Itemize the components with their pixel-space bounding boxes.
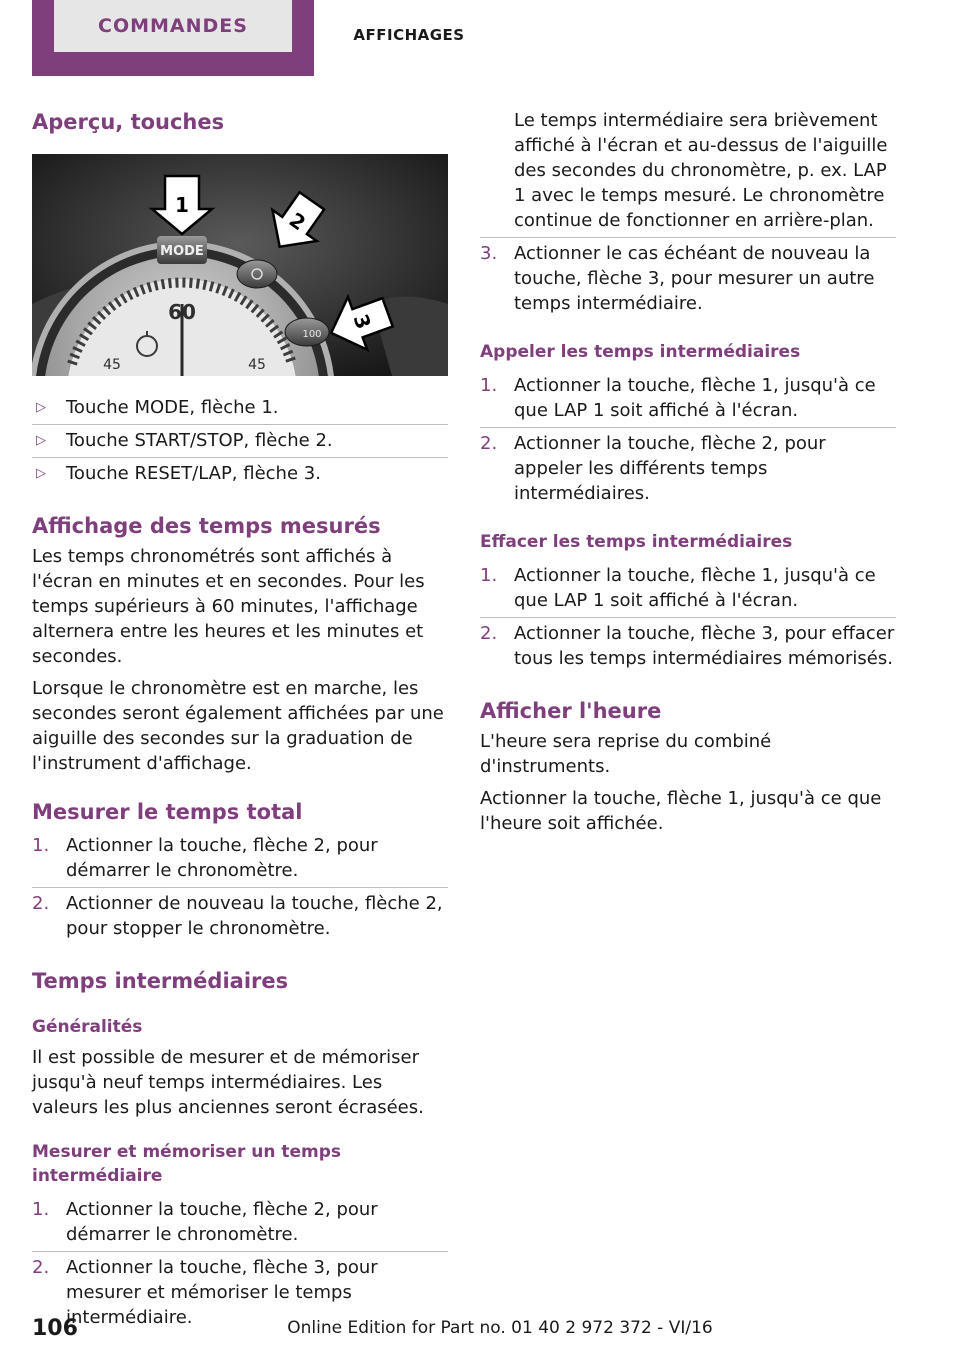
right-column [480,108,896,843]
call-subheading: Appeler les temps intermédiaires [480,342,801,362]
step-number: 2. [32,893,50,914]
call-steps [480,370,896,510]
list-item [32,830,448,888]
step-number: 3. [480,243,498,264]
step-text: Actionner la touche, flèche 1, jusqu'à ce que LAP 1 soit affiché à l'écran. [514,375,876,421]
list-item-text: Touche START/STOP, flèche 2. [66,430,333,451]
stopwatch-figure [32,154,448,376]
step-text: Actionner la touche, flèche 3, pour mesurer et mémoriser le temps intermédiaire. [66,1257,378,1328]
step-text: Actionner la touche, flèche 3, pour effacer tous les temps intermédiaires mémorisés. [514,623,895,669]
display-heading: Affichage des temps mesurés [32,514,381,538]
dial-45-left-label: 45 [103,357,121,373]
general-subheading: Généralités [32,1017,143,1037]
step-text: Actionner la touche, flèche 2, pour démarrer le chronomètre. [66,1199,378,1245]
step-number: 1. [480,375,498,396]
list-item [480,238,896,320]
erase-subheading: Effacer les temps intermédiaires [480,532,793,552]
step-text: Actionner la touche, flèche 2, pour appeler les différents temps intermédiaires. [514,433,826,504]
tab-commandes-label: COMMANDES [54,0,292,52]
mode-button-label: MODE [160,244,204,259]
overview-heading: Aperçu, touches [32,110,225,134]
lap-knob-label: 100 [302,329,322,340]
edition-footer: Online Edition for Part no. 01 40 2 972 372 - VI/16 [287,1318,713,1338]
button-list [32,392,448,490]
dial-45-right-label: 45 [248,357,266,373]
list-item [480,370,896,428]
list-item-text: Touche MODE, flèche 1. [66,397,279,418]
tab-commandes[interactable] [32,0,314,76]
list-item [480,428,896,510]
display-paragraph-2: Lorsque le chronomètre est en marche, les secondes seront également affichées par une aiguille des secondes sur la graduation de l'instrument d'affichage. [32,678,444,774]
list-item [480,560,896,618]
triangle-bullet-icon: ▷ [36,466,46,481]
list-item [32,1194,448,1252]
display-paragraph-1: Les temps chronométrés sont affichés à l'écran en minutes et en secondes. Pour les temps supérieurs à 60 minutes, l'affichage alternera entre les heures et les minutes et secondes. [32,546,425,667]
step-number: 2. [32,1257,50,1278]
measure-subheading: Mesurer et mémoriser un temps intermédiaire [32,1142,342,1186]
arrow-2-label: 2 [284,207,311,236]
step-number: 2. [480,433,498,454]
arrow-3-label: 3 [348,310,376,333]
step-text: Actionner le cas échéant de nouveau la touche, flèche 3, pour mesurer un autre temps intermédiaire. [514,243,875,314]
left-column [32,108,448,1338]
list-item [32,888,448,945]
list-item-text: Touche RESET/LAP, flèche 3. [66,463,321,484]
show-time-paragraph-1: L'heure sera reprise du combiné d'instruments. [480,731,772,777]
continuation-paragraph: Le temps intermédiaire sera brièvement affiché à l'écran et au-dessus de l'aiguille des secondes du chronomètre, p. ex. LAP 1 avec le temps mesuré. Le chronomètre continue de fonctionner en arrière-plan. [514,110,888,231]
show-time-paragraph-2: Actionner la touche, flèche 1, jusqu'à ce que l'heure soit affichée. [480,788,882,834]
triangle-bullet-icon: ▷ [36,400,46,415]
intermediate-heading: Temps intermédiaires [32,969,289,993]
erase-steps [480,560,896,675]
total-time-steps [32,830,448,945]
total-time-heading: Mesurer le temps total [32,800,303,824]
measure-steps-continued [480,237,896,320]
measure-steps [32,1194,448,1334]
step-text: Actionner de nouveau la touche, flèche 2, pour stopper le chronomètre. [66,893,443,939]
list-item [32,425,448,458]
stopwatch-illustration [32,154,448,376]
list-item [32,392,448,425]
page-number: 106 [32,1316,78,1341]
step-text: Actionner la touche, flèche 2, pour démarrer le chronomètre. [66,835,378,881]
step-text: Actionner la touche, flèche 1, jusqu'à ce que LAP 1 soit affiché à l'écran. [514,565,876,611]
dial-60-label: 60 [168,300,196,324]
list-item [480,618,896,675]
step-number: 2. [480,623,498,644]
step-number: 1. [32,1199,50,1220]
start-stop-knob [237,260,277,288]
step-number: 1. [32,835,50,856]
general-paragraph: Il est possible de mesurer et de mémoriser jusqu'à neuf temps intermédiaires. Les valeurs les plus anciennes seront écrasées. [32,1047,424,1118]
show-time-heading: Afficher l'heure [480,699,662,723]
triangle-bullet-icon: ▷ [36,433,46,448]
list-item [32,458,448,490]
tab-affichages[interactable]: AFFICHAGES [353,26,465,44]
arrow-1-label: 1 [175,193,189,217]
step-number: 1. [480,565,498,586]
